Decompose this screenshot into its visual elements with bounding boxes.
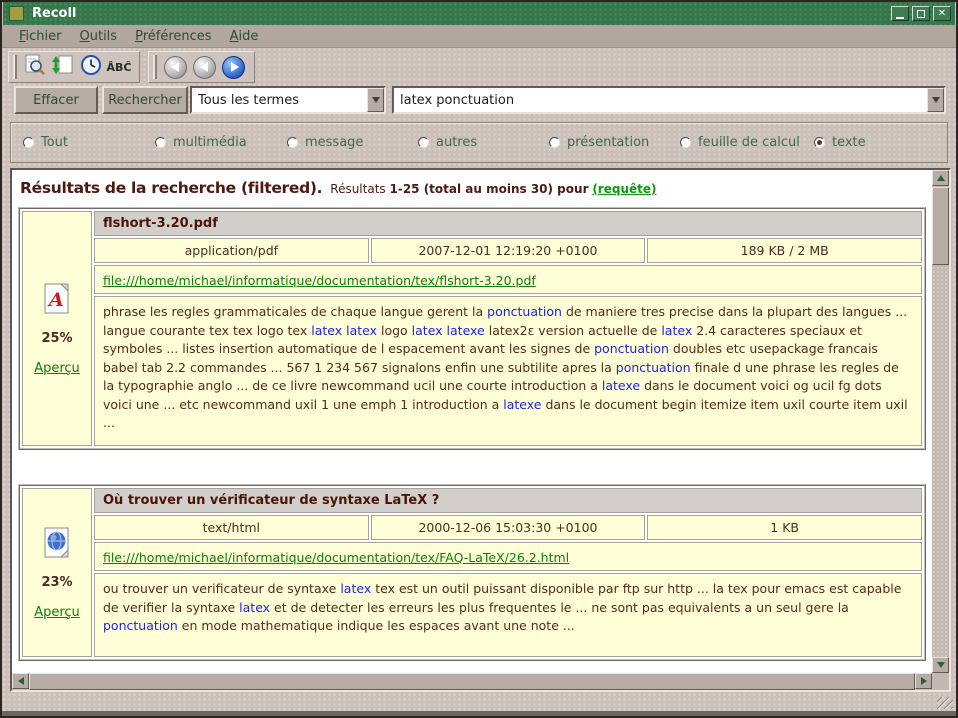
relevance-percent: 23% xyxy=(41,574,73,590)
minimize-button[interactable] xyxy=(891,6,909,21)
filter-tout[interactable] xyxy=(23,135,68,150)
query-dropdown-button[interactable] xyxy=(927,88,944,112)
horizontal-scrollbar[interactable] xyxy=(12,673,932,690)
scroll-left-button[interactable] xyxy=(12,673,29,689)
scrollbar-corner xyxy=(932,673,949,690)
highlighted-term: latex xyxy=(661,322,693,338)
result-title: Où trouver un vérificateur de syntaxe LaTeX ? xyxy=(94,488,922,513)
scroll-up-icon xyxy=(937,175,945,181)
filter-label: feuille de calcul xyxy=(698,135,800,150)
toolbar xyxy=(2,48,956,86)
radio-icon[interactable] xyxy=(418,137,429,148)
results-header xyxy=(20,178,926,197)
resize-grip[interactable] xyxy=(937,697,953,709)
search-button[interactable]: Rechercher xyxy=(102,86,188,114)
result-url-link[interactable]: file:///home/michael/informatique/documentation/tex/FAQ-LaTeX/26.2.html xyxy=(103,550,570,565)
menu-item-preferences[interactable]: Préférences xyxy=(135,28,212,44)
window-title: Recoll xyxy=(32,6,77,21)
sort-by-date-button[interactable] xyxy=(77,54,105,80)
menu-item-outils[interactable]: Outils xyxy=(79,28,118,44)
result-mime-type: application/pdf xyxy=(94,238,369,263)
highlighted-term: latex xyxy=(340,581,372,596)
result-meta-row xyxy=(94,515,922,540)
filter-multimedia[interactable] xyxy=(155,135,247,150)
query-link[interactable]: (requête) xyxy=(592,182,657,196)
highlighted-term: latex xyxy=(239,599,271,615)
filter-label: multimédia xyxy=(173,135,247,150)
arrow-left-icon xyxy=(171,62,179,72)
maximize-button[interactable] xyxy=(912,6,930,21)
first-page-button[interactable] xyxy=(164,56,187,79)
html-file-icon xyxy=(42,526,72,560)
result-main xyxy=(94,488,922,657)
radio-icon[interactable] xyxy=(287,137,298,148)
menu-item-aide[interactable]: Aide xyxy=(229,28,259,44)
maximize-icon xyxy=(917,10,925,18)
result-meta-row xyxy=(94,238,922,263)
result-mime-type: text/html xyxy=(94,515,369,540)
menu-bar xyxy=(2,25,956,48)
result-side-panel xyxy=(22,488,92,657)
chevron-down-icon xyxy=(372,97,380,103)
scroll-left-icon xyxy=(18,677,24,685)
filter-bar xyxy=(10,122,948,163)
filter-label: message xyxy=(305,135,364,150)
clear-button[interactable]: Effacer xyxy=(14,86,98,114)
arrow-left-icon xyxy=(200,62,208,72)
filter-message[interactable] xyxy=(287,135,363,150)
result-item xyxy=(18,207,926,450)
radio-icon[interactable] xyxy=(814,137,825,148)
preview-document-button[interactable] xyxy=(21,54,49,80)
title-bar[interactable] xyxy=(3,2,955,25)
svg-text:A: A xyxy=(49,288,64,311)
highlighted-term: latex latex xyxy=(311,322,377,338)
filter-texte[interactable] xyxy=(814,135,866,150)
radio-icon[interactable] xyxy=(23,137,34,148)
search-mode-select[interactable] xyxy=(190,86,386,114)
toolbar-handle[interactable] xyxy=(153,55,157,79)
toolbar-handle[interactable] xyxy=(13,55,17,79)
result-snippet: ou trouver un verificateur de syntaxe latex tex est un outil puissant disponible par ftp sur http ... la tex pour emacs est capable de verifier la syntaxe latex et de detecter les erreurs les plus frequentes le ... ne sont pas equivalents a un seul gere la ponctuation en mode mathematique indique les espaces avant une note ... xyxy=(94,573,922,657)
search-query-combo[interactable] xyxy=(392,86,946,114)
window-bottom-border xyxy=(2,711,956,716)
results-frame xyxy=(10,168,951,692)
chevron-down-icon xyxy=(932,97,940,103)
document-magnifier-icon xyxy=(24,54,46,80)
highlighted-term: ponctuation xyxy=(103,618,178,633)
results-title: Résultats de la recherche (filtered). xyxy=(20,179,323,197)
term-explorer-button[interactable] xyxy=(105,54,133,80)
results-count: 1-25 (total au moins 30) pour xyxy=(389,182,589,196)
results-list xyxy=(12,170,932,673)
result-main xyxy=(94,211,922,446)
result-size: 189 KB / 2 MB xyxy=(647,238,922,263)
menu-item-fichier[interactable]: Fichier xyxy=(19,28,62,44)
filter-feuille-de-calcul[interactable] xyxy=(680,135,800,150)
clock-icon xyxy=(80,54,102,80)
scroll-right-button[interactable] xyxy=(915,673,932,689)
filter-label: présentation xyxy=(567,135,650,150)
result-item xyxy=(18,484,926,661)
result-url-row xyxy=(94,265,922,294)
filter-presentation[interactable] xyxy=(549,135,649,150)
result-url-link[interactable]: file:///home/michael/informatique/documentation/tex/flshort-3.20.pdf xyxy=(103,273,536,288)
relevance-percent: 25% xyxy=(41,330,73,346)
scroll-down-button[interactable] xyxy=(932,657,949,673)
radio-icon[interactable] xyxy=(549,137,560,148)
highlighted-term: ponctuation xyxy=(487,304,562,319)
result-title: flshort-3.20.pdf xyxy=(94,211,922,236)
highlighted-term: ponctuation xyxy=(594,341,669,356)
previous-page-button[interactable] xyxy=(193,56,216,79)
results-count-prefix: Résultats xyxy=(330,182,386,196)
search-mode-value: Tous les termes xyxy=(198,92,299,108)
filter-label: texte xyxy=(832,135,866,150)
abc-spell-icon: ÂBĈ xyxy=(106,60,132,74)
close-button[interactable] xyxy=(933,6,951,21)
filter-autres[interactable] xyxy=(418,135,477,150)
highlighted-term: latexe xyxy=(601,378,641,393)
document-update-icon xyxy=(52,54,74,80)
horizontal-scroll-thumb[interactable] xyxy=(29,673,915,690)
toolbar-group-navigation xyxy=(148,51,255,83)
preview-link[interactable]: Aperçu xyxy=(34,360,80,376)
scroll-right-icon xyxy=(921,677,927,685)
result-url-row xyxy=(94,542,922,571)
filter-label: autres xyxy=(436,135,478,150)
toolbar-group-tools xyxy=(8,51,140,83)
update-index-button[interactable] xyxy=(49,54,77,80)
highlighted-term: latex latexe xyxy=(411,322,485,338)
result-date: 2007-12-01 12:19:20 +0100 xyxy=(371,238,646,263)
app-icon xyxy=(9,6,24,21)
filter-label: Tout xyxy=(41,135,69,150)
result-date: 2000-12-06 15:03:30 +0100 xyxy=(371,515,646,540)
result-side-panel xyxy=(22,211,92,446)
highlighted-term: latexe xyxy=(503,396,542,412)
radio-icon[interactable] xyxy=(680,137,691,148)
highlighted-term: ponctuation xyxy=(615,359,691,375)
close-icon: ✕ xyxy=(937,7,947,19)
minimize-icon xyxy=(896,17,904,19)
search-row xyxy=(2,86,956,116)
arrow-right-icon xyxy=(231,62,239,72)
result-size: 1 KB xyxy=(647,515,922,540)
next-page-button[interactable] xyxy=(222,56,245,79)
vertical-scrollbar[interactable] xyxy=(932,170,949,673)
mode-dropdown-button[interactable] xyxy=(367,88,384,112)
preview-link[interactable]: Aperçu xyxy=(34,604,80,620)
search-input[interactable] xyxy=(394,93,927,108)
result-snippet: phrase les regles grammaticales de chaque langue gerent la ponctuation de maniere tres precise dans la plupart des langues ... langue courante tex tex logo tex latex latex logo latex latexe latex2ε version actuelle de latex 2.4 caracteres speciaux et symboles ... listes insertion automatique de l espacement avant les signes de ponctuation doubles etc usepackage francais babel tab 2.2 commandes ... 567 1 234 567 signalons enfin une subtilite apres la ponctuation finale d une phrase les regles de la typographie anglo ... de ce livre newcommand ucil une courte introduction a latexe dans le document voici og ucil fg dots voici une ... etc newcommand uxil 1 une emph 1 introduction a latexe dans le document begin itemize item uxil courte item uxil ... xyxy=(94,296,922,446)
scroll-down-icon xyxy=(937,662,945,668)
scroll-up-button[interactable] xyxy=(932,170,949,186)
radio-icon[interactable] xyxy=(155,137,166,148)
vertical-scroll-thumb[interactable] xyxy=(932,187,949,265)
pdf-file-icon xyxy=(42,282,72,316)
